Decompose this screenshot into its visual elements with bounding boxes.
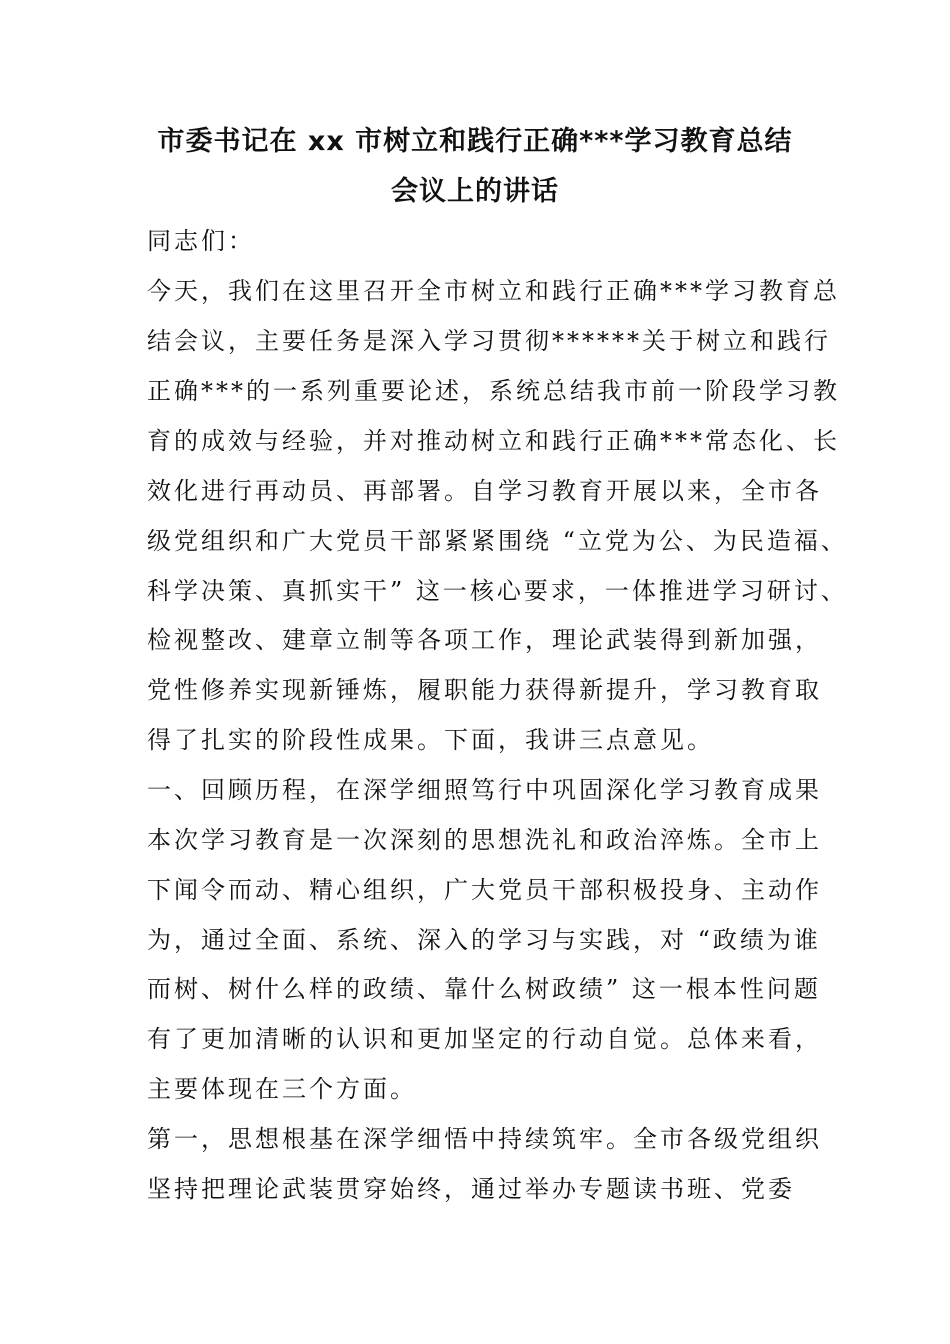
- body-line: 为，通过全面、系统、深入的学习与实践，对 “政绩为谁: [147, 926, 821, 954]
- body-line: 效化进行再动员、再部署。自学习教育开展以来，全市各: [147, 477, 822, 505]
- body-line: 得了扎实的阶段性成果。下面，我讲三点意见。: [147, 726, 714, 754]
- document-title-line-2: 会议上的讲话: [391, 176, 559, 207]
- body-line: 育的成效与经验，并对推动树立和践行正确***常态化、长: [147, 427, 840, 455]
- document-title-line-1: 市委书记在 xx 市树立和践行正确***学习教育总结: [157, 126, 793, 157]
- section-heading: 一、回顾历程，在深学细照笃行中巩固深化学习教育成果: [147, 776, 822, 804]
- body-line: 主要体现在三个方面。: [147, 1075, 417, 1103]
- body-line: 检视整改、建章立制等各项工作，理论武装得到新加强，: [147, 626, 822, 654]
- body-line: 结会议，主要任务是深入学习贯彻******关于树立和践行: [147, 327, 831, 355]
- body-line: 坚持把理论武装贯穿始终，通过举办专题读书班、党委: [147, 1175, 795, 1203]
- body-line: 本次学习教育是一次深刻的思想洗礼和政治淬炼。全市上: [147, 826, 822, 854]
- body-line: 下闻令而动、精心组织，广大党员干部积极投身、主动作: [147, 876, 822, 904]
- body-line: 级党组织和广大党员干部紧紧围绕 “立党为公、为民造福、: [147, 527, 848, 555]
- body-line: 党性修养实现新锤炼，履职能力获得新提升，学习教育取: [147, 676, 822, 704]
- body-line: 科学决策、真抓实干” 这一核心要求，一体推进学习研讨、: [147, 577, 848, 605]
- body-line: 有了更加清晰的认识和更加坚定的行动自觉。总体来看，: [147, 1025, 822, 1053]
- body-line: 而树、树什么样的政绩、靠什么树政绩” 这一根本性问题: [147, 975, 821, 1003]
- subsection-line: 第一，思想根基在深学细悟中持续筑牢。全市各级党组织: [147, 1125, 822, 1153]
- body-line: 正确***的一系列重要论述，系统总结我市前一阶段学习教: [147, 377, 840, 405]
- body-line: 今天，我们在这里召开全市树立和践行正确***学习教育总: [147, 277, 840, 305]
- salutation: 同志们：: [147, 227, 255, 255]
